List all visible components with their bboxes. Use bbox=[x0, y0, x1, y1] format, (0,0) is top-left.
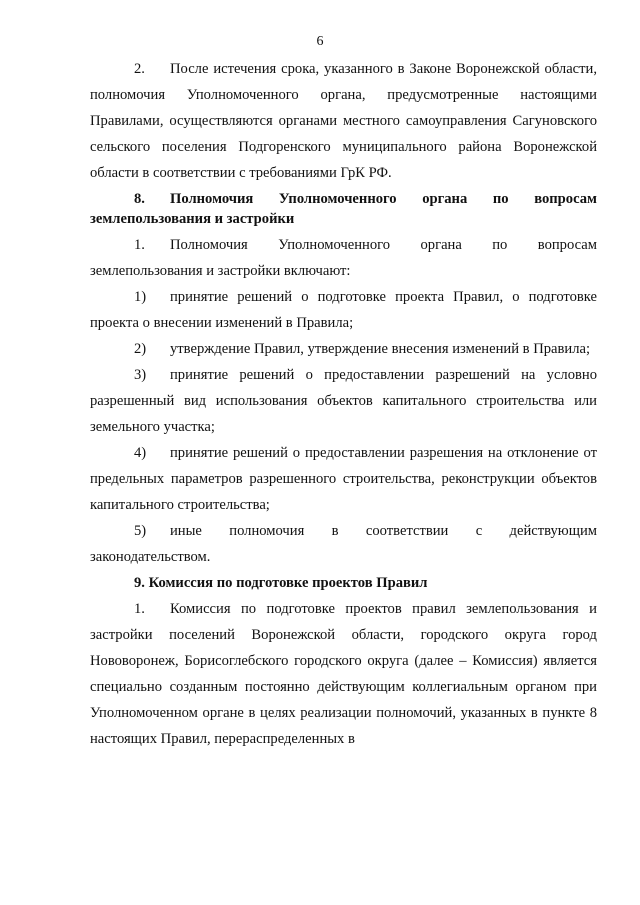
paragraph-text: Комиссия по подготовке проектов правил землепользования и застройки поселений Воронежской области, городского округа город Нововоронеж, Борисоглебского городского округа (далее – Комиссия) является специально созданным постоянно действующим коллегиальным органом при Уполномоченном органе в целях реализации полномочий, указанных в пункте 8 настоящих Правил, перераспределенных в bbox=[90, 601, 597, 747]
list-item-number: 3) bbox=[134, 367, 147, 383]
paragraph-number: 1. bbox=[134, 601, 145, 617]
list-item-5 bbox=[90, 518, 597, 570]
list-item-number: 5) bbox=[134, 523, 147, 539]
section-title: Полномочия Уполномоченного органа по вопросам землепользования и застройки bbox=[90, 191, 597, 227]
list-item-text: иные полномочия в соответствии с действующим законодательством. bbox=[90, 523, 597, 565]
list-item-text: принятие решений о подготовке проекта Правил, о подготовке проекта о внесении изменений в Правила; bbox=[90, 289, 597, 331]
section-number: 8. bbox=[134, 191, 145, 207]
paragraph-2-after-expiry bbox=[90, 56, 597, 186]
paragraph-9-1 bbox=[90, 596, 597, 752]
list-item-text: утверждение Правил, утверждение внесения изменений в Правила; bbox=[170, 341, 591, 357]
document-body bbox=[90, 56, 597, 752]
section-8-heading bbox=[90, 186, 597, 232]
paragraph-text: Полномочия Уполномоченного органа по вопросам землепользования и застройки включают: bbox=[90, 237, 597, 279]
paragraph-text: После истечения срока, указанного в Законе Воронежской области, полномочия Уполномоченного органа, предусмотренные настоящими Правилами, осуществляются органами местного самоуправления Сагуновского сельского поселения Подгоренского муниципального района Воронежской области в соответствии с требованиями ГрК РФ. bbox=[90, 61, 597, 181]
list-item-number: 1) bbox=[134, 289, 147, 305]
section-9-heading bbox=[90, 570, 597, 596]
paragraph-number: 1. bbox=[134, 237, 145, 253]
paragraph-number: 2. bbox=[134, 61, 145, 77]
list-item-2 bbox=[90, 336, 597, 362]
paragraph-8-1 bbox=[90, 232, 597, 284]
list-item-text: принятие решений о предоставлении разрешения на отклонение от предельных параметров разрешенного строительства, реконструкции объектов капитального строительства; bbox=[90, 445, 597, 513]
list-item-number: 2) bbox=[134, 341, 147, 357]
list-item-4 bbox=[90, 440, 597, 518]
page-number: 6 bbox=[316, 34, 324, 49]
section-title: 9. Комиссия по подготовке проектов Правил bbox=[134, 575, 428, 591]
list-item-number: 4) bbox=[134, 445, 147, 461]
list-item-3 bbox=[90, 362, 597, 440]
list-item-text: принятие решений о предоставлении разрешений на условно разрешенный вид использования объектов капитального строительства или земельного участка; bbox=[90, 367, 597, 435]
list-item-1 bbox=[90, 284, 597, 336]
